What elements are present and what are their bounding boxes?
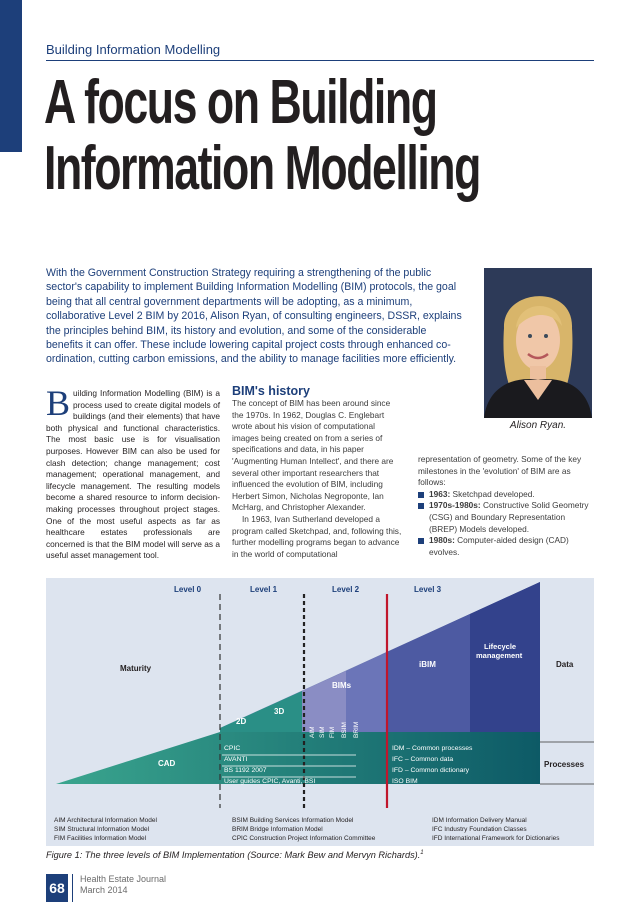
legend-item: BRIM Bridge Information Model bbox=[232, 826, 323, 833]
level-3-label: Level 3 bbox=[414, 585, 442, 594]
milestone-item bbox=[418, 535, 594, 558]
page-number: 68 bbox=[46, 874, 68, 902]
2d-label: 2D bbox=[236, 717, 247, 726]
vertical-label-sim: SIM bbox=[319, 726, 326, 738]
legend-item: AIM Architectural Information Model bbox=[54, 817, 157, 824]
body-column-2 bbox=[232, 398, 404, 560]
legend-item: IFD International Framework for Dictionaries bbox=[432, 835, 560, 842]
col2-paragraph-2: In 1963, Ivan Sutherland developed a program called Sketchpad, and, following this, further modelling programs began to advance in the world of computational bbox=[232, 513, 402, 559]
milestone-list bbox=[418, 489, 594, 559]
col3-intro: representation of geometry. Some of the key milestones in the 'evolution' of BIM are as follows: bbox=[418, 454, 582, 488]
standard-left-4: User guides CPIC, Avanti, BSI bbox=[224, 778, 316, 785]
body-column-1 bbox=[46, 383, 220, 562]
milestone-year: 1963: bbox=[429, 488, 451, 499]
standard-left-1: CPIC bbox=[224, 745, 241, 752]
level-2-label: Level 2 bbox=[332, 585, 360, 594]
maturity-label: Maturity bbox=[120, 664, 152, 673]
milestone-text: Constructive Solid Geometry (CSG) and Boundary Representation (BREP) Models developed. bbox=[429, 500, 589, 534]
legend-item: FIM Facilities Information Model bbox=[54, 835, 147, 842]
bim-levels-figure bbox=[46, 578, 594, 846]
legend-item: CPIC Construction Project Information Committee bbox=[232, 835, 376, 842]
legend-item: SIM Structural Information Model bbox=[54, 826, 150, 833]
standard-right-2: IFC – Common data bbox=[392, 756, 454, 763]
standard-left-3: BS 1192 2007 bbox=[224, 767, 267, 774]
standard-right-4: ISO BIM bbox=[392, 778, 418, 785]
milestone-item bbox=[418, 489, 594, 501]
level-0-label: Level 0 bbox=[174, 585, 202, 594]
photo-caption: Alison Ryan. bbox=[509, 420, 567, 431]
milestone-item bbox=[418, 500, 594, 535]
title-line-2: Information Modelling bbox=[44, 134, 480, 203]
figure-caption bbox=[46, 850, 594, 860]
standard-right-1: IDM – Common processes bbox=[392, 745, 473, 752]
bims-label: BIMs bbox=[332, 681, 352, 690]
vertical-label-bsim: BSIM bbox=[341, 722, 348, 738]
processes-band bbox=[56, 732, 540, 784]
cad-label: CAD bbox=[158, 759, 176, 768]
band-ibim bbox=[387, 614, 470, 732]
band-bims bbox=[346, 652, 387, 732]
legend-item: BSIM Building Services Information Model bbox=[232, 817, 354, 824]
legend-item: IFC Industry Foundation Classes bbox=[432, 826, 527, 833]
vertical-label-brim: BRIM bbox=[353, 721, 360, 738]
3d-label: 3D bbox=[274, 707, 285, 716]
bim-levels-diagram bbox=[46, 578, 594, 846]
portrait-image bbox=[484, 268, 592, 418]
milestone-text: Sketchpad developed. bbox=[450, 488, 535, 499]
header-rule bbox=[46, 60, 594, 61]
vertical-label-fim: FIM bbox=[329, 726, 336, 738]
level-1-label: Level 1 bbox=[250, 585, 278, 594]
lifecycle-label-1: Lifecycle bbox=[484, 642, 517, 651]
figure-caption-text: Figure 1: The three levels of BIM Implementation (Source: Mark Bew and Mervyn Richards). bbox=[46, 850, 421, 861]
milestone-text: Computer-aided design (CAD) evolves. bbox=[429, 535, 569, 557]
col2-paragraph-1: The concept of BIM has been around since the 1970s. In 1962, Douglas C. Englebart wrote about his vision of computational images being created on from a series of specifications and data, in his paper 'Augmenting Human Intellect', and there are several other important researchers that influenced the evolution of BIM, including Herbert Simon, Nicholas Negroponte, Ian McHarg, and Christopher Alexander. bbox=[232, 398, 394, 513]
milestone-year: 1980s: bbox=[429, 535, 455, 546]
col1-text: uilding Information Modelling (BIM) is a process used to create digital models of buildings (and their elements) that have both physical and functional characteristics. The most basic use is for visualisation purposes. However BIM can also be used for clash detection; change management; cost management; operational management, and lifecycle management. The resulting models become a shared resource to inform decision-making processes throughout project stages. One of the most useful aspects as far as healthcare estates professionals are concerned is that the BIM model will serve as a useful asset management tool. bbox=[46, 388, 220, 561]
body-column-3 bbox=[418, 454, 594, 558]
bim-history-heading: BIM's history bbox=[232, 384, 310, 398]
sidebar-color-bar bbox=[0, 0, 22, 152]
journal-name: Health Estate Journal bbox=[80, 874, 167, 884]
standard-right-3: IFD – Common dictionary bbox=[392, 767, 470, 774]
intro-paragraph: With the Government Construction Strategy requiring a strengthening of the public sector's capability to implement Building Information Modelling (BIM) protocols, the goal being that all central government departments will be adopting, as a minimum, collaborative Level 2 BIM by 2016, Alison Ryan, of consulting engineers, DSSR, explains the principles behind BIM, its history and evolution, and some of the considerable benefits it can offer. These include lowering capital project costs through enhanced co-ordination, cutting carbon emissions, and the ability to manage facilities more efficiently. bbox=[46, 267, 462, 366]
section-label: Building Information Modelling bbox=[46, 42, 221, 57]
standard-left-2: AVANTI bbox=[224, 756, 248, 763]
vertical-label-aim: AIM bbox=[309, 726, 316, 738]
drop-cap: B bbox=[46, 383, 71, 423]
page-title bbox=[44, 70, 591, 202]
band-2d bbox=[220, 691, 302, 732]
title-line-1: A focus on Building bbox=[44, 68, 437, 137]
author-photo bbox=[484, 268, 592, 418]
legend-item: IDM Information Delivery Manual bbox=[432, 817, 527, 824]
processes-label: Processes bbox=[544, 760, 585, 769]
journal-date: March 2014 bbox=[80, 885, 128, 895]
figure-caption-ref: 1 bbox=[420, 850, 424, 856]
lifecycle-label-2: management bbox=[476, 651, 523, 660]
ibim-label: iBIM bbox=[419, 660, 436, 669]
milestone-year: 1970s-1980s: bbox=[429, 500, 481, 511]
footer-divider bbox=[72, 874, 73, 902]
journal-info bbox=[80, 874, 166, 896]
data-label: Data bbox=[556, 660, 574, 669]
